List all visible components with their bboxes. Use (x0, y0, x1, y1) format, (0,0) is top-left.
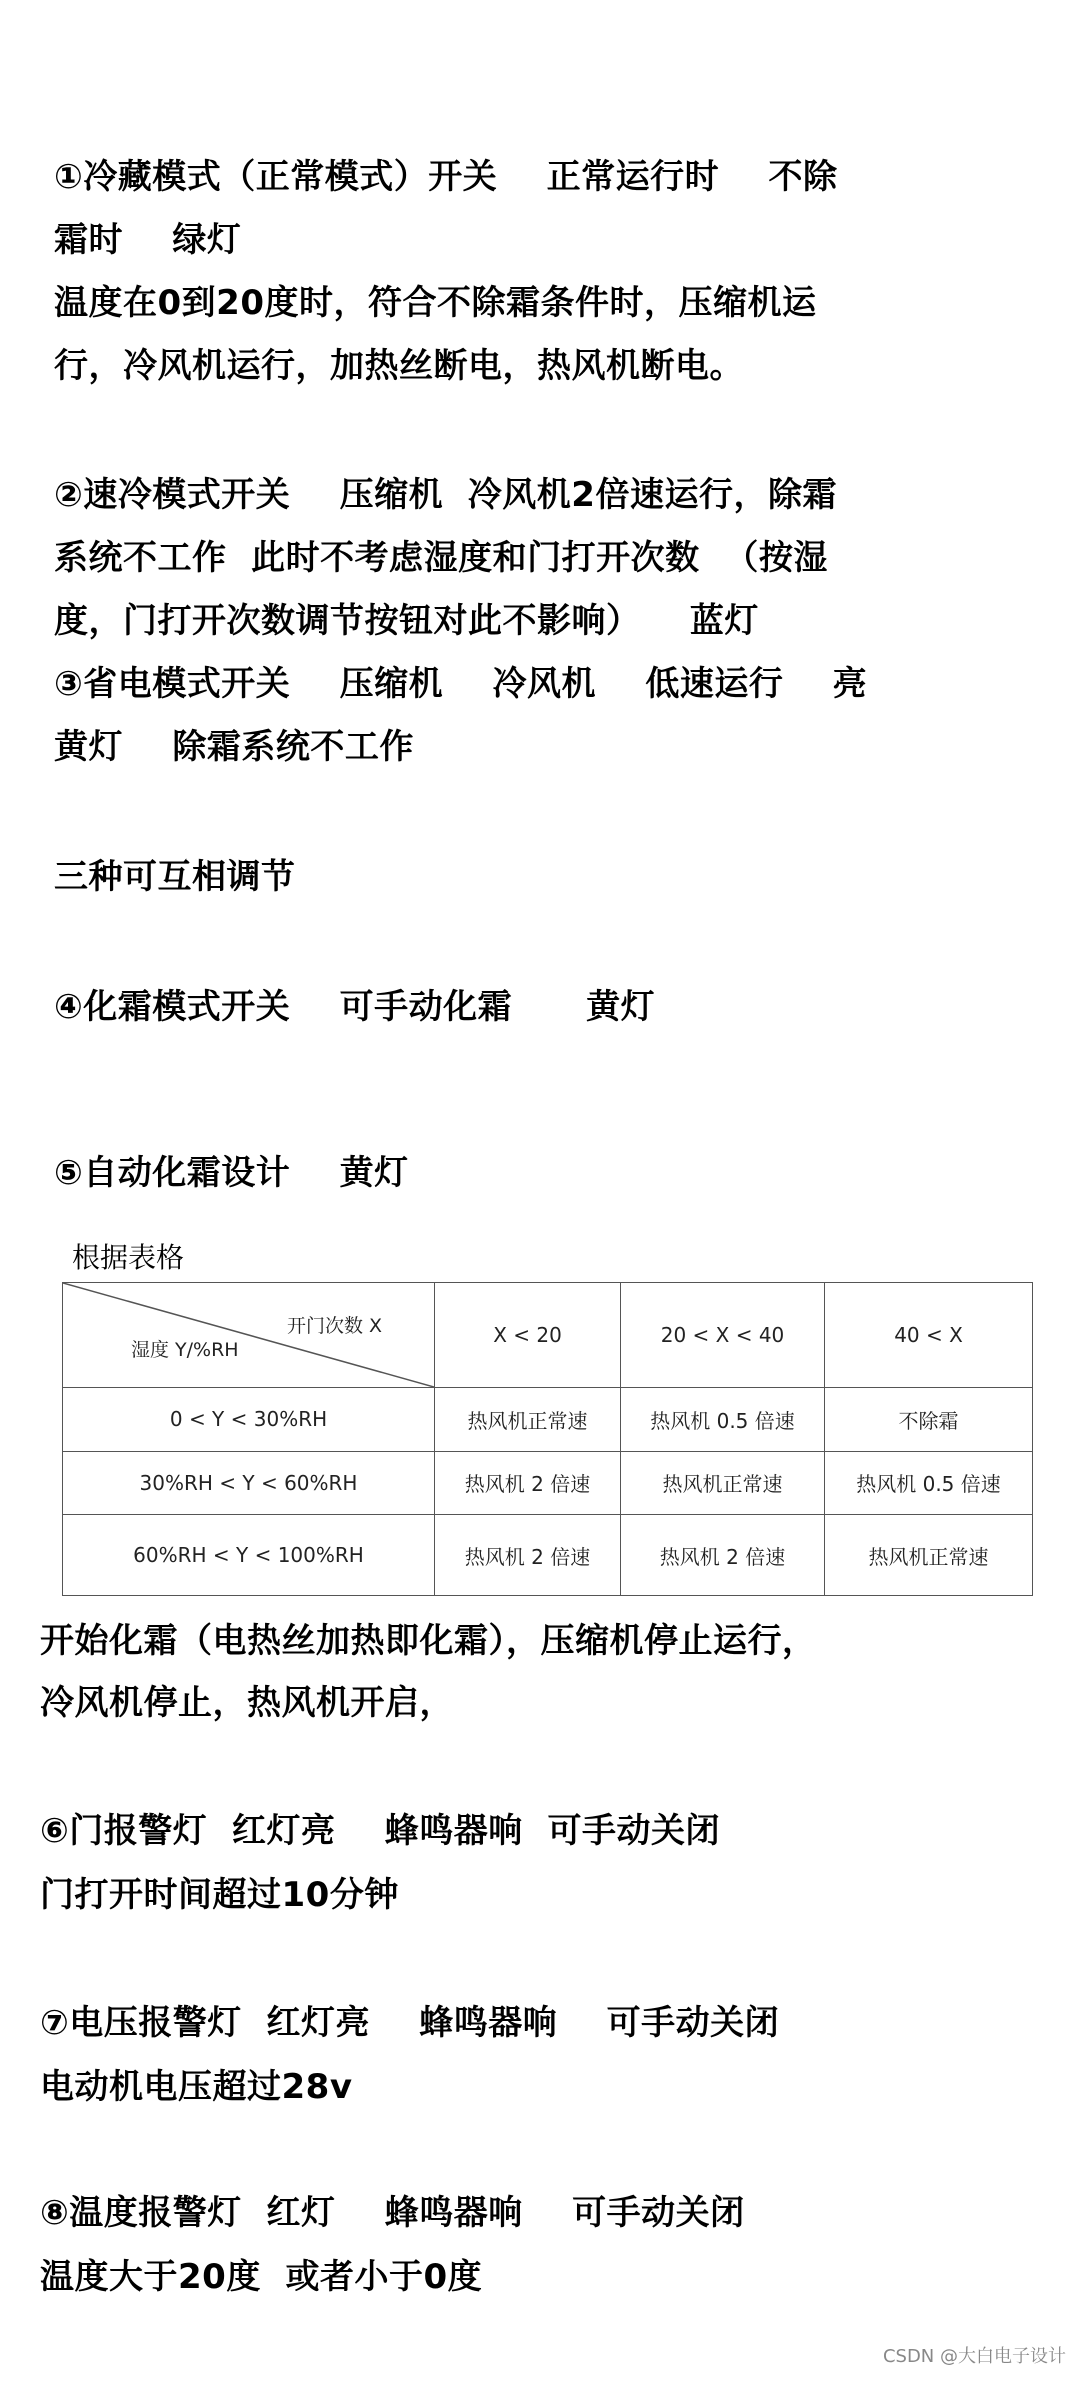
table-cell: 热风机正常速 (825, 1515, 1033, 1596)
text-line-15: ⑥门报警灯 红灯亮 蜂鸣器响 可手动关闭 (40, 1811, 720, 1851)
table-cell: 不除霜 (825, 1388, 1033, 1452)
column-header: 40 < X (825, 1283, 1033, 1388)
table-header-row (63, 1283, 1033, 1388)
table-cell: 热风机 0.5 倍速 (825, 1451, 1033, 1515)
text-line-3: 温度在0到20度时，符合不除霜条件时，压缩机运 (54, 283, 817, 323)
table-row (63, 1451, 1033, 1515)
text-line-4: 行，冷风机运行，加热丝断电，热风机断电。 (54, 346, 744, 386)
text-line-9: 黄灯 除霜系统不工作 (54, 727, 414, 767)
row-header: 30%RH < Y < 60%RH (63, 1451, 435, 1515)
text-line-10: 三种可互相调节 (54, 857, 296, 897)
table-cell: 热风机 2 倍速 (621, 1515, 825, 1596)
text-line-11: ④化霜模式开关 可手动化霜 黄灯 (54, 987, 656, 1027)
table-caption: 根据表格 (72, 1241, 185, 1274)
text-line-8: ③省电模式开关 压缩机 冷风机 低速运行 亮 (54, 664, 868, 704)
row-header: 60%RH < Y < 100%RH (63, 1515, 435, 1596)
text-line-5: ②速冷模式开关 压缩机 冷风机2倍速运行，除霜 (54, 475, 837, 515)
text-line-6: 系统不工作 此时不考虑湿度和门打开次数 （按湿 (54, 538, 828, 578)
table-cell: 热风机正常速 (621, 1451, 825, 1515)
text-line-14: 冷风机停止，热风机开启， (40, 1683, 454, 1723)
table-row (63, 1515, 1033, 1596)
column-header: 20 < X < 40 (621, 1283, 825, 1388)
text-line-1: ①冷藏模式（正常模式）开关 正常运行时 不除 (54, 157, 838, 197)
text-line-12: ⑤自动化霜设计 黄灯 (54, 1153, 409, 1193)
watermark: CSDN @大白电子设计 (882, 2346, 1066, 2367)
corner-label-door-count: 开门次数 X (286, 1315, 382, 1337)
table-cell: 热风机 0.5 倍速 (621, 1388, 825, 1452)
text-line-2: 霜时 绿灯 (54, 220, 242, 260)
defrost-table (62, 1282, 1033, 1596)
text-line-20: 温度大于20度 或者小于0度 (40, 2257, 483, 2297)
text-line-19: ⑧温度报警灯 红灯 蜂鸣器响 可手动关闭 (40, 2193, 745, 2233)
table-cell: 热风机正常速 (435, 1388, 621, 1452)
table-cell: 热风机 2 倍速 (435, 1515, 621, 1596)
text-line-16: 门打开时间超过10分钟 (40, 1875, 399, 1915)
table-cell: 热风机 2 倍速 (435, 1451, 621, 1515)
table-row (63, 1388, 1033, 1452)
text-line-18: 电动机电压超过28v (40, 2067, 353, 2107)
text-line-13: 开始化霜（电热丝加热即化霜），压缩机停止运行， (40, 1621, 817, 1661)
corner-label-humidity: 湿度 Y/%RH (131, 1339, 239, 1361)
column-header: X < 20 (435, 1283, 621, 1388)
text-line-7: 度，门打开次数调节按钮对此不影响） 蓝灯 (54, 601, 759, 641)
text-line-17: ⑦电压报警灯 红灯亮 蜂鸣器响 可手动关闭 (40, 2003, 780, 2043)
row-header: 0 < Y < 30%RH (63, 1388, 435, 1452)
table-corner-cell (63, 1283, 435, 1388)
